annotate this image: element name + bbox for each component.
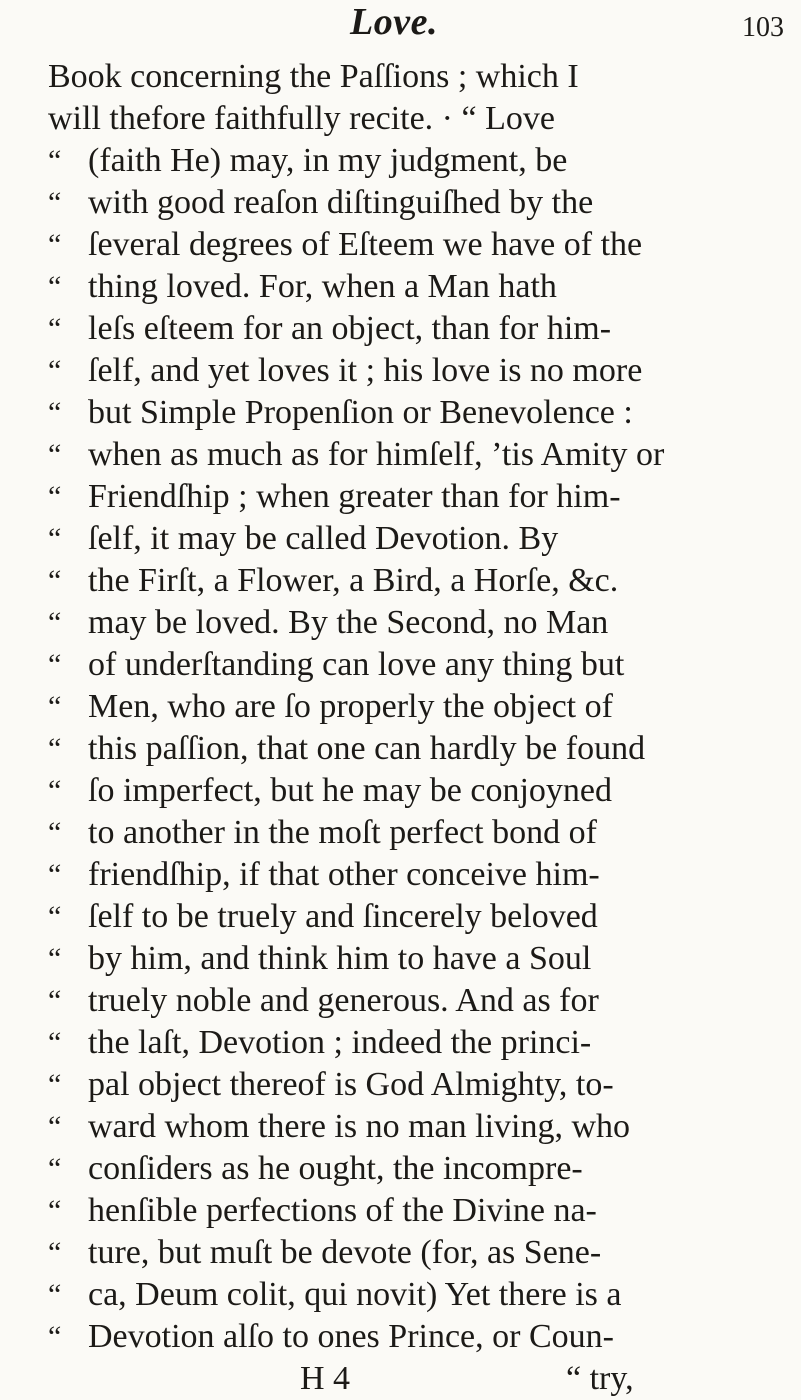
quote-mark: “ <box>48 1068 62 1101</box>
quote-mark: “ <box>48 1152 62 1185</box>
text-line <box>48 644 778 686</box>
line-text: truely noble and generous. And as for <box>88 982 599 1019</box>
text-line <box>48 1190 778 1232</box>
text-line <box>48 1316 778 1358</box>
quote-mark: “ <box>48 1026 62 1059</box>
text-line <box>48 392 778 434</box>
text-line <box>48 476 778 518</box>
text-line <box>48 224 778 266</box>
line-text: the Firſt, a Flower, a Bird, a Horſe, &c. <box>88 562 619 599</box>
text-line <box>48 434 778 476</box>
text-line <box>48 518 778 560</box>
line-text: this paſſion, that one can hardly be found <box>88 730 646 767</box>
text-line <box>48 938 778 980</box>
line-text: by him, and think him to have a Soul <box>88 940 592 977</box>
line-text: ſelf, it may be called Devotion. By <box>88 520 559 557</box>
line-text: ſo imperfect, but he may be conjoyned <box>88 772 612 809</box>
line-text: ture, but muſt be devote (for, as Sene- <box>88 1234 602 1271</box>
quote-mark: “ <box>48 564 62 597</box>
line-text: Devotion alſo to ones Prince, or Coun- <box>88 1318 614 1355</box>
line-text: ſeveral degrees of Eſteem we have of the <box>88 226 643 263</box>
text-line <box>48 770 778 812</box>
text-line <box>48 98 778 140</box>
line-text: when as much as for himſelf, ’tis Amity or <box>88 436 665 473</box>
line-text: ſelf to be truely and ſincerely beloved <box>88 898 598 935</box>
catchword: “ try, <box>566 1360 634 1397</box>
quote-mark: “ <box>48 690 62 723</box>
quote-mark: “ <box>48 984 62 1017</box>
text-line <box>48 1148 778 1190</box>
quote-mark: “ <box>48 942 62 975</box>
text-line <box>48 56 778 98</box>
quote-mark: “ <box>48 774 62 807</box>
line-text: of underſtanding can love any thing but <box>88 646 625 683</box>
text-line <box>48 350 778 392</box>
text-line <box>48 686 778 728</box>
quote-mark: “ <box>48 144 62 177</box>
quote-mark: “ <box>48 228 62 261</box>
line-text: leſs eſteem for an object, than for him- <box>88 310 612 347</box>
page-number: 103 <box>742 12 784 43</box>
quote-mark: “ <box>48 396 62 429</box>
line-text: will thefore faithfully recite. · “ Love <box>48 100 555 137</box>
text-line <box>48 266 778 308</box>
line-text: henſible perfections of the Divine na- <box>88 1192 597 1229</box>
line-text: ward whom there is no man living, who <box>88 1108 631 1145</box>
running-head: Love. <box>350 1 438 43</box>
quote-mark: “ <box>48 1110 62 1143</box>
line-text: pal object thereof is God Almighty, to- <box>88 1066 614 1103</box>
quote-mark: “ <box>48 480 62 513</box>
quote-mark: “ <box>48 648 62 681</box>
line-text: (faith He) may, in my judgment, be <box>88 142 568 179</box>
line-text: the laſt, Devotion ; indeed the princi- <box>88 1024 592 1061</box>
quote-mark: “ <box>48 816 62 849</box>
line-text: Book concerning the Paſſions ; which I <box>48 58 579 95</box>
line-text: thing loved. For, when a Man hath <box>88 268 557 305</box>
line-text: may be loved. By the Second, no Man <box>88 604 609 641</box>
quote-mark: “ <box>48 354 62 387</box>
line-text: to another in the moſt perfect bond of <box>88 814 597 851</box>
text-line <box>48 1064 778 1106</box>
line-text: conſiders as he ought, the incompre- <box>88 1150 583 1187</box>
line-text: Friendſhip ; when greater than for him- <box>88 478 621 515</box>
line-text: but Simple Propenſion or Benevolence : <box>88 394 633 431</box>
quote-mark: “ <box>48 1194 62 1227</box>
quote-mark: “ <box>48 186 62 219</box>
text-line <box>48 980 778 1022</box>
page-header <box>0 0 801 56</box>
line-text: with good reaſon diſtinguiſhed by the <box>88 184 594 221</box>
text-line <box>48 1274 778 1316</box>
quote-mark: “ <box>48 1320 62 1353</box>
text-line <box>48 854 778 896</box>
signature-mark: H 4 <box>300 1360 351 1397</box>
quote-mark: “ <box>48 270 62 303</box>
page-footer <box>48 1358 778 1400</box>
quote-mark: “ <box>48 732 62 765</box>
text-line <box>48 1106 778 1148</box>
line-text: ca, Deum colit, qui novit) Yet there is a <box>88 1276 622 1313</box>
quote-mark: “ <box>48 900 62 933</box>
text-line <box>48 182 778 224</box>
quote-mark: “ <box>48 312 62 345</box>
text-line <box>48 308 778 350</box>
text-line <box>48 1232 778 1274</box>
quote-mark: “ <box>48 522 62 555</box>
line-text: ſelf, and yet loves it ; his love is no more <box>88 352 643 389</box>
text-line <box>48 728 778 770</box>
quote-mark: “ <box>48 1236 62 1269</box>
text-line <box>48 812 778 854</box>
text-line <box>48 560 778 602</box>
quote-mark: “ <box>48 1278 62 1311</box>
quote-mark: “ <box>48 438 62 471</box>
quote-mark: “ <box>48 606 62 639</box>
line-text: friendſhip, if that other conceive him- <box>88 856 600 893</box>
text-line <box>48 1022 778 1064</box>
quote-mark: “ <box>48 858 62 891</box>
text-line <box>48 602 778 644</box>
line-text: Men, who are ſo properly the object of <box>88 688 613 725</box>
body-text <box>48 56 778 1400</box>
text-line <box>48 140 778 182</box>
text-line <box>48 896 778 938</box>
